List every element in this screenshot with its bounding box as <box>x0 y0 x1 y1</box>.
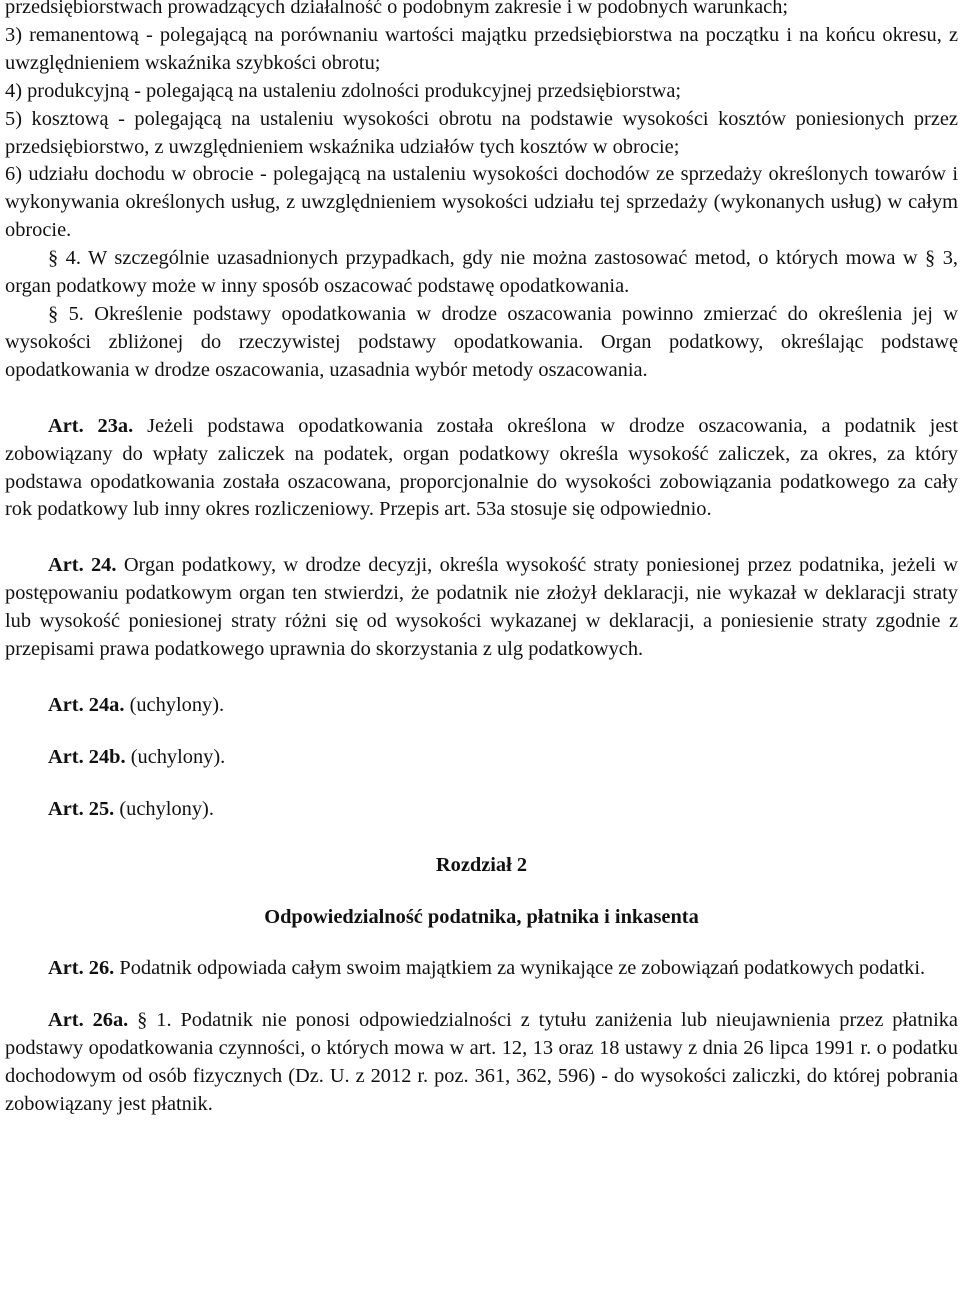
article-text: (uchylony). <box>119 797 214 820</box>
article-text: (uchylony). <box>130 745 226 768</box>
article-24a <box>5 692 958 720</box>
section-5 <box>5 301 958 385</box>
article-26 <box>5 955 958 983</box>
article-label: Art. 24. <box>48 554 117 577</box>
list-item-3: 3) remanentową - polegającą na porównaniu wartości majątku przedsiębiorstwa na początku i na końcu okresu, z uwzględnieniem wskaźnika szybkości obrotu; <box>5 23 958 74</box>
article-label: Art. 24a. <box>48 693 125 716</box>
article-label: Art. 24b. <box>48 745 126 768</box>
article-label: Art. 26. <box>48 957 115 980</box>
article-label: Art. 25. <box>48 797 115 820</box>
section-label: § 5. <box>48 302 84 325</box>
section-label: § 1. <box>137 1009 172 1032</box>
article-text: Podatnik nie ponosi odpowiedzialności z tytułu zaniżenia lub nieujawnienia przez płatnika podstawy opodatkowania czynności, o których mowa w art. 12, 13 oraz 18 ustawy z dnia 26 lipca 1991 r. o podatku dochodowym od osób fizycznych (Dz. U. z 2012 r. poz. 361, 362, 596) - do wysokości zaliczki, do której pobrania zobowiązany jest płatnik. <box>5 1009 958 1116</box>
article-24 <box>5 552 958 664</box>
article-25 <box>5 796 958 824</box>
list-item-5: 5) kosztową - polegającą na ustaleniu wysokości obrotu na podstawie wysokości kosztów poniesionych przez przedsiębiorstwo, z uwzględnieniem wskaźnika udziałów tych kosztów w obrocie; <box>5 107 958 158</box>
article-24b <box>5 744 958 772</box>
document-page <box>5 0 958 1119</box>
list-item-6: 6) udziału dochodu w obrocie - polegającą na ustaleniu wysokości dochodów ze sprzedaży określonych towarów i wykonywania określonych usług, z uwzględnieniem wysokości udziału tej sprzedaży (wykonanych usług) w całym obrocie. <box>5 163 958 242</box>
section-text: Określenie podstawy opodatkowania w drodze oszacowania powinno zmierzać do określenia jej w wysokości zbliżonej do rzeczywistej podstawy opodatkowania. Organ podatkowy, określając podstawę opodatkowania w drodze oszacowania, uzasadnia wybór metody oszacowania. <box>5 302 958 381</box>
paragraph-continuation: przedsiębiorstwach prowadzących działalność o podobnym zakresie i w podobnych warunkach; <box>5 0 789 18</box>
article-26a <box>5 1007 958 1119</box>
article-23a <box>5 413 958 525</box>
article-text: Podatnik odpowiada całym swoim majątkiem za wynikające ze zobowiązań podatkowych podatki. <box>119 957 926 980</box>
article-label: Art. 23a. <box>48 414 134 437</box>
section-4 <box>5 245 958 301</box>
list-item-4: 4) produkcyjną - polegającą na ustaleniu zdolności produkcyjnej przedsiębiorstwa; <box>5 79 682 102</box>
article-text: Organ podatkowy, w drodze decyzji, określa wysokość straty poniesionej przez podatnika, jeżeli w postępowaniu podatkowym organ ten stwierdzi, że podatnik nie złożył deklaracji, nie wykazał w deklaracji straty lub wysokość poniesionej straty różni się od wysokości wykazanej w deklaracji, a poniesienie straty zgodnie z przepisami prawa podatkowego uprawnia do skorzystania z ulg podatkowych. <box>5 554 958 661</box>
article-text: (uchylony). <box>129 693 225 716</box>
chapter-title: Odpowiedzialność podatnika, płatnika i inkasenta <box>264 905 699 928</box>
section-label: § 4. <box>48 247 81 270</box>
section-text: W szczególnie uzasadnionych przypadkach, gdy nie można zastosować metod, o których mowa w § 3, organ podatkowy może w inny sposób oszacować podstawę opodatkowania. <box>5 247 958 298</box>
chapter-label: Rozdział 2 <box>435 853 528 876</box>
article-label: Art. 26a. <box>48 1009 129 1032</box>
article-text: Jeżeli podstawa opodatkowania została określona w drodze oszacowania, a podatnik jest zobowiązany do wpłaty zaliczek na podatek, organ podatkowy określa wysokość zaliczek, za okres, za który podstawa opodatkowania została oszacowana, proporcjonalnie do wysokości zobowiązania podatkowego za cały rok podatkowy lub inny okres rozliczeniowy. Przepis art. 53a stosuje się odpowiednio. <box>5 414 958 521</box>
